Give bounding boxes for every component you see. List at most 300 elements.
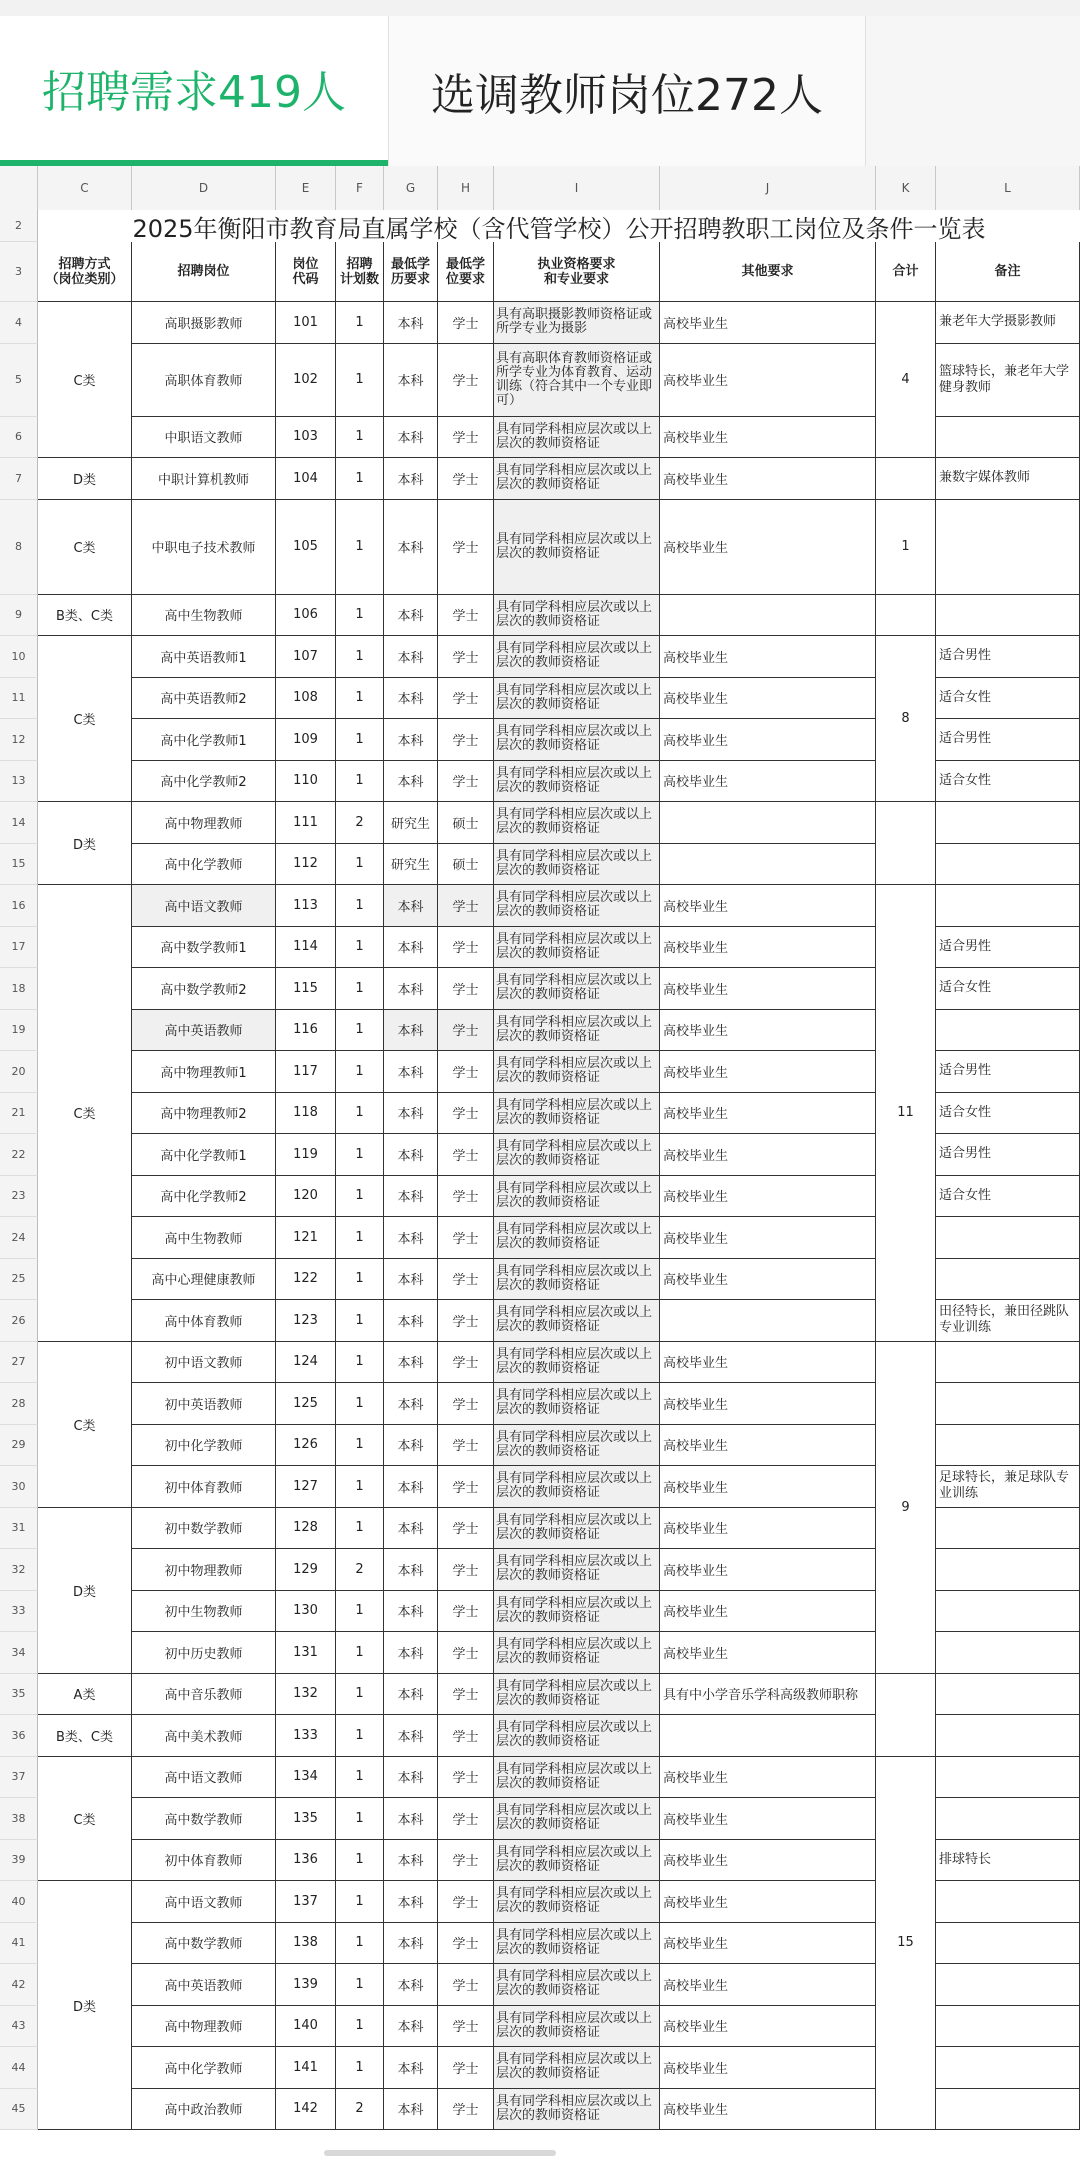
other-requirement-cell[interactable]: 高校毕业生 (660, 1217, 876, 1259)
other-requirement-cell[interactable]: 高校毕业生 (660, 417, 876, 459)
recruit-type-cell[interactable]: C类 (38, 1342, 132, 1508)
post-name-cell[interactable]: 高职体育教师 (132, 344, 276, 417)
plan-count-cell[interactable]: 1 (336, 1176, 384, 1218)
remark-cell[interactable] (936, 802, 1080, 844)
other-requirement-cell[interactable]: 高校毕业生 (660, 1757, 876, 1799)
row-number[interactable]: 42 (0, 1964, 38, 2006)
recruit-type-cell[interactable]: D类 (38, 1881, 132, 2130)
post-name-cell[interactable]: 高中英语教师 (132, 1964, 276, 2006)
other-requirement-cell[interactable]: 高校毕业生 (660, 927, 876, 969)
other-requirement-cell[interactable]: 高校毕业生 (660, 2047, 876, 2089)
degree-cell[interactable]: 学士 (438, 1466, 494, 1508)
education-cell[interactable]: 本科 (384, 1010, 438, 1052)
qualification-cell[interactable]: 具有同学科相应层次或以上层次的教师资格证 (494, 2006, 660, 2048)
post-name-cell[interactable]: 高中化学教师1 (132, 719, 276, 761)
row-number[interactable]: 12 (0, 719, 38, 761)
other-requirement-cell[interactable] (660, 1300, 876, 1342)
remark-cell[interactable] (936, 1342, 1080, 1384)
degree-cell[interactable]: 学士 (438, 1964, 494, 2006)
other-requirement-cell[interactable]: 高校毕业生 (660, 2006, 876, 2048)
total-cell[interactable]: 15 (876, 1757, 936, 2131)
total-cell[interactable] (876, 458, 936, 500)
education-cell[interactable]: 本科 (384, 927, 438, 969)
remark-cell[interactable] (936, 1508, 1080, 1550)
remark-cell[interactable] (936, 2089, 1080, 2131)
scroll-indicator[interactable] (324, 2150, 556, 2156)
post-name-cell[interactable]: 高中英语教师2 (132, 678, 276, 720)
row-number[interactable]: 24 (0, 1217, 38, 1259)
post-name-cell[interactable]: 高中英语教师 (132, 1010, 276, 1052)
plan-count-cell[interactable]: 1 (336, 1923, 384, 1965)
row-number[interactable]: 14 (0, 802, 38, 844)
post-code-cell[interactable]: 120 (276, 1176, 336, 1218)
total-cell[interactable] (876, 595, 936, 637)
education-cell[interactable]: 本科 (384, 1632, 438, 1674)
remark-cell[interactable] (936, 500, 1080, 595)
post-code-cell[interactable]: 107 (276, 636, 336, 678)
plan-count-cell[interactable]: 1 (336, 1342, 384, 1384)
post-code-cell[interactable]: 138 (276, 1923, 336, 1965)
qualification-cell[interactable]: 具有同学科相应层次或以上层次的教师资格证 (494, 1964, 660, 2006)
post-name-cell[interactable]: 高中物理教师 (132, 802, 276, 844)
plan-count-cell[interactable]: 1 (336, 1300, 384, 1342)
qualification-cell[interactable]: 具有同学科相应层次或以上层次的教师资格证 (494, 927, 660, 969)
row-number[interactable]: 16 (0, 885, 38, 927)
plan-count-cell[interactable]: 1 (336, 678, 384, 720)
qualification-cell[interactable]: 具有同学科相应层次或以上层次的教师资格证 (494, 1715, 660, 1757)
degree-cell[interactable]: 学士 (438, 1383, 494, 1425)
degree-cell[interactable]: 硕士 (438, 844, 494, 886)
post-code-cell[interactable]: 111 (276, 802, 336, 844)
row-number[interactable]: 11 (0, 678, 38, 720)
post-name-cell[interactable]: 高中化学教师2 (132, 1176, 276, 1218)
remark-cell[interactable]: 适合男性 (936, 1051, 1080, 1093)
plan-count-cell[interactable]: 1 (336, 1508, 384, 1550)
degree-cell[interactable]: 学士 (438, 1176, 494, 1218)
row-number[interactable]: 13 (0, 761, 38, 803)
other-requirement-cell[interactable]: 高校毕业生 (660, 678, 876, 720)
column-letter-l[interactable]: L (936, 166, 1080, 210)
row-number[interactable]: 45 (0, 2089, 38, 2131)
other-requirement-cell[interactable]: 高校毕业生 (660, 1549, 876, 1591)
degree-cell[interactable]: 学士 (438, 968, 494, 1010)
degree-cell[interactable]: 学士 (438, 1757, 494, 1799)
post-code-cell[interactable]: 121 (276, 1217, 336, 1259)
plan-count-cell[interactable]: 2 (336, 802, 384, 844)
remark-cell[interactable]: 排球特长 (936, 1840, 1080, 1882)
remark-cell[interactable] (936, 1881, 1080, 1923)
row-number[interactable]: 33 (0, 1591, 38, 1633)
degree-cell[interactable]: 学士 (438, 1217, 494, 1259)
qualification-cell[interactable]: 具有同学科相应层次或以上层次的教师资格证 (494, 458, 660, 500)
column-letter-i[interactable]: I (494, 166, 660, 210)
post-code-cell[interactable]: 112 (276, 844, 336, 886)
degree-cell[interactable]: 学士 (438, 344, 494, 417)
row-number[interactable]: 28 (0, 1383, 38, 1425)
education-cell[interactable]: 本科 (384, 1798, 438, 1840)
post-code-cell[interactable]: 109 (276, 719, 336, 761)
remark-cell[interactable]: 篮球特长，兼老年大学健身教师 (936, 344, 1080, 417)
remark-cell[interactable]: 适合女性 (936, 968, 1080, 1010)
row-number[interactable]: 38 (0, 1798, 38, 1840)
post-name-cell[interactable]: 高中生物教师 (132, 1217, 276, 1259)
row-number[interactable]: 30 (0, 1466, 38, 1508)
other-requirement-cell[interactable]: 高校毕业生 (660, 1342, 876, 1384)
recruit-type-cell[interactable]: D类 (38, 1508, 132, 1674)
post-name-cell[interactable]: 初中历史教师 (132, 1632, 276, 1674)
row-number[interactable]: 31 (0, 1508, 38, 1550)
degree-cell[interactable]: 学士 (438, 678, 494, 720)
other-requirement-cell[interactable]: 高校毕业生 (660, 1425, 876, 1467)
plan-count-cell[interactable]: 1 (336, 1383, 384, 1425)
plan-count-cell[interactable]: 1 (336, 1632, 384, 1674)
remark-cell[interactable] (936, 1259, 1080, 1301)
plan-count-cell[interactable]: 1 (336, 2006, 384, 2048)
total-cell[interactable]: 1 (876, 500, 936, 595)
education-cell[interactable]: 本科 (384, 344, 438, 417)
degree-cell[interactable]: 硕士 (438, 802, 494, 844)
education-cell[interactable]: 本科 (384, 1217, 438, 1259)
column-letter-j[interactable]: J (660, 166, 876, 210)
other-requirement-cell[interactable]: 高校毕业生 (660, 1798, 876, 1840)
remark-cell[interactable]: 适合男性 (936, 927, 1080, 969)
qualification-cell[interactable]: 具有同学科相应层次或以上层次的教师资格证 (494, 678, 660, 720)
qualification-cell[interactable]: 具有同学科相应层次或以上层次的教师资格证 (494, 636, 660, 678)
degree-cell[interactable]: 学士 (438, 1674, 494, 1716)
row-number[interactable]: 23 (0, 1176, 38, 1218)
education-cell[interactable]: 研究生 (384, 844, 438, 886)
post-name-cell[interactable]: 高中化学教师1 (132, 1134, 276, 1176)
remark-cell[interactable] (936, 2006, 1080, 2048)
qualification-cell[interactable]: 具有同学科相应层次或以上层次的教师资格证 (494, 1425, 660, 1467)
row-number[interactable]: 34 (0, 1632, 38, 1674)
degree-cell[interactable]: 学士 (438, 1342, 494, 1384)
recruit-type-cell[interactable]: C类 (38, 500, 132, 595)
education-cell[interactable]: 本科 (384, 678, 438, 720)
plan-count-cell[interactable]: 1 (336, 458, 384, 500)
post-name-cell[interactable]: 高中化学教师2 (132, 761, 276, 803)
row-number[interactable]: 17 (0, 927, 38, 969)
recruit-type-cell[interactable]: D类 (38, 802, 132, 885)
post-name-cell[interactable]: 高中物理教师 (132, 2006, 276, 2048)
plan-count-cell[interactable]: 1 (336, 595, 384, 637)
education-cell[interactable]: 本科 (384, 1715, 438, 1757)
post-code-cell[interactable]: 103 (276, 417, 336, 459)
education-cell[interactable]: 本科 (384, 761, 438, 803)
other-requirement-cell[interactable] (660, 1715, 876, 1757)
degree-cell[interactable]: 学士 (438, 1134, 494, 1176)
education-cell[interactable]: 本科 (384, 1134, 438, 1176)
plan-count-cell[interactable]: 1 (336, 2047, 384, 2089)
row-number[interactable]: 32 (0, 1549, 38, 1591)
remark-cell[interactable]: 适合女性 (936, 678, 1080, 720)
total-cell[interactable] (876, 802, 936, 885)
total-cell[interactable]: 9 (876, 1342, 936, 1674)
remark-cell[interactable]: 适合男性 (936, 719, 1080, 761)
post-code-cell[interactable]: 125 (276, 1383, 336, 1425)
remark-cell[interactable]: 适合男性 (936, 636, 1080, 678)
degree-cell[interactable]: 学士 (438, 1923, 494, 1965)
qualification-cell[interactable]: 具有同学科相应层次或以上层次的教师资格证 (494, 417, 660, 459)
row-number[interactable]: 5 (0, 344, 38, 417)
post-name-cell[interactable]: 高中政治教师 (132, 2089, 276, 2131)
post-code-cell[interactable]: 130 (276, 1591, 336, 1633)
plan-count-cell[interactable]: 1 (336, 761, 384, 803)
degree-cell[interactable]: 学士 (438, 1591, 494, 1633)
other-requirement-cell[interactable]: 高校毕业生 (660, 1383, 876, 1425)
education-cell[interactable]: 本科 (384, 1964, 438, 2006)
other-requirement-cell[interactable]: 高校毕业生 (660, 636, 876, 678)
post-code-cell[interactable]: 116 (276, 1010, 336, 1052)
plan-count-cell[interactable]: 1 (336, 927, 384, 969)
education-cell[interactable]: 本科 (384, 636, 438, 678)
plan-count-cell[interactable]: 1 (336, 417, 384, 459)
qualification-cell[interactable]: 具有同学科相应层次或以上层次的教师资格证 (494, 1134, 660, 1176)
other-requirement-cell[interactable]: 高校毕业生 (660, 1840, 876, 1882)
recruit-type-cell[interactable]: B类、C类 (38, 1715, 132, 1757)
post-code-cell[interactable]: 108 (276, 678, 336, 720)
other-requirement-cell[interactable] (660, 844, 876, 886)
education-cell[interactable]: 本科 (384, 1259, 438, 1301)
remark-cell[interactable]: 适合女性 (936, 1093, 1080, 1135)
degree-cell[interactable]: 学士 (438, 302, 494, 344)
education-cell[interactable]: 本科 (384, 885, 438, 927)
column-letter-h[interactable]: H (438, 166, 494, 210)
column-letter-f[interactable]: F (336, 166, 384, 210)
plan-count-cell[interactable]: 1 (336, 302, 384, 344)
other-requirement-cell[interactable]: 高校毕业生 (660, 2089, 876, 2131)
row-number[interactable]: 25 (0, 1259, 38, 1301)
education-cell[interactable]: 本科 (384, 1757, 438, 1799)
qualification-cell[interactable]: 具有同学科相应层次或以上层次的教师资格证 (494, 1176, 660, 1218)
post-name-cell[interactable]: 高中音乐教师 (132, 1674, 276, 1716)
total-cell[interactable]: 4 (876, 302, 936, 458)
row-number[interactable]: 2 (0, 210, 38, 242)
remark-cell[interactable] (936, 1549, 1080, 1591)
post-code-cell[interactable]: 123 (276, 1300, 336, 1342)
row-number[interactable]: 43 (0, 2006, 38, 2048)
post-name-cell[interactable]: 初中化学教师 (132, 1425, 276, 1467)
row-number[interactable]: 36 (0, 1715, 38, 1757)
row-number[interactable]: 3 (0, 242, 38, 302)
post-code-cell[interactable]: 137 (276, 1881, 336, 1923)
post-code-cell[interactable]: 131 (276, 1632, 336, 1674)
other-requirement-cell[interactable]: 高校毕业生 (660, 302, 876, 344)
education-cell[interactable]: 本科 (384, 1342, 438, 1384)
degree-cell[interactable]: 学士 (438, 1093, 494, 1135)
post-name-cell[interactable]: 高中物理教师1 (132, 1051, 276, 1093)
education-cell[interactable]: 本科 (384, 417, 438, 459)
post-name-cell[interactable]: 初中体育教师 (132, 1466, 276, 1508)
row-number[interactable]: 18 (0, 968, 38, 1010)
post-code-cell[interactable]: 141 (276, 2047, 336, 2089)
post-code-cell[interactable]: 133 (276, 1715, 336, 1757)
education-cell[interactable]: 本科 (384, 1093, 438, 1135)
qualification-cell[interactable]: 具有同学科相应层次或以上层次的教师资格证 (494, 1383, 660, 1425)
plan-count-cell[interactable]: 1 (336, 968, 384, 1010)
other-requirement-cell[interactable]: 高校毕业生 (660, 1176, 876, 1218)
remark-cell[interactable] (936, 844, 1080, 886)
post-name-cell[interactable]: 高中数学教师1 (132, 927, 276, 969)
degree-cell[interactable]: 学士 (438, 2047, 494, 2089)
qualification-cell[interactable]: 具有同学科相应层次或以上层次的教师资格证 (494, 1923, 660, 1965)
degree-cell[interactable]: 学士 (438, 458, 494, 500)
post-name-cell[interactable]: 高中美术教师 (132, 1715, 276, 1757)
post-code-cell[interactable]: 134 (276, 1757, 336, 1799)
post-code-cell[interactable]: 126 (276, 1425, 336, 1467)
plan-count-cell[interactable]: 1 (336, 1881, 384, 1923)
qualification-cell[interactable]: 具有同学科相应层次或以上层次的教师资格证 (494, 719, 660, 761)
qualification-cell[interactable]: 具有同学科相应层次或以上层次的教师资格证 (494, 1342, 660, 1384)
qualification-cell[interactable]: 具有同学科相应层次或以上层次的教师资格证 (494, 1300, 660, 1342)
post-name-cell[interactable]: 高中数学教师2 (132, 968, 276, 1010)
qualification-cell[interactable]: 具有同学科相应层次或以上层次的教师资格证 (494, 844, 660, 886)
post-code-cell[interactable]: 139 (276, 1964, 336, 2006)
post-code-cell[interactable]: 113 (276, 885, 336, 927)
education-cell[interactable]: 本科 (384, 1383, 438, 1425)
post-name-cell[interactable]: 初中数学教师 (132, 1508, 276, 1550)
degree-cell[interactable]: 学士 (438, 1798, 494, 1840)
other-requirement-cell[interactable]: 高校毕业生 (660, 1093, 876, 1135)
plan-count-cell[interactable]: 1 (336, 1051, 384, 1093)
plan-count-cell[interactable]: 1 (336, 1964, 384, 2006)
post-name-cell[interactable]: 高中体育教师 (132, 1300, 276, 1342)
column-letter-g[interactable]: G (384, 166, 438, 210)
degree-cell[interactable]: 学士 (438, 636, 494, 678)
qualification-cell[interactable]: 具有同学科相应层次或以上层次的教师资格证 (494, 761, 660, 803)
post-name-cell[interactable]: 高中数学教师 (132, 1923, 276, 1965)
post-name-cell[interactable]: 初中生物教师 (132, 1591, 276, 1633)
qualification-cell[interactable]: 具有同学科相应层次或以上层次的教师资格证 (494, 1259, 660, 1301)
recruit-type-cell[interactable]: C类 (38, 1757, 132, 1882)
education-cell[interactable]: 本科 (384, 1466, 438, 1508)
column-letter-d[interactable]: D (132, 166, 276, 210)
row-number[interactable]: 15 (0, 844, 38, 886)
row-number[interactable]: 27 (0, 1342, 38, 1384)
remark-cell[interactable] (936, 2047, 1080, 2089)
degree-cell[interactable]: 学士 (438, 1425, 494, 1467)
remark-cell[interactable]: 兼数字媒体教师 (936, 458, 1080, 500)
qualification-cell[interactable]: 具有同学科相应层次或以上层次的教师资格证 (494, 1217, 660, 1259)
qualification-cell[interactable]: 具有同学科相应层次或以上层次的教师资格证 (494, 1840, 660, 1882)
total-cell[interactable] (876, 1674, 936, 1757)
post-name-cell[interactable]: 初中英语教师 (132, 1383, 276, 1425)
plan-count-cell[interactable]: 1 (336, 885, 384, 927)
row-number[interactable]: 29 (0, 1425, 38, 1467)
plan-count-cell[interactable]: 1 (336, 844, 384, 886)
remark-cell[interactable] (936, 1757, 1080, 1799)
plan-count-cell[interactable]: 1 (336, 500, 384, 595)
qualification-cell[interactable]: 具有同学科相应层次或以上层次的教师资格证 (494, 1093, 660, 1135)
row-number[interactable]: 39 (0, 1840, 38, 1882)
education-cell[interactable]: 本科 (384, 2047, 438, 2089)
education-cell[interactable]: 本科 (384, 1508, 438, 1550)
plan-count-cell[interactable]: 2 (336, 1549, 384, 1591)
tab-transfer-teacher-posts[interactable]: 选调教师岗位272人 (388, 16, 866, 166)
column-letter-k[interactable]: K (876, 166, 936, 210)
plan-count-cell[interactable]: 1 (336, 1466, 384, 1508)
education-cell[interactable]: 本科 (384, 1674, 438, 1716)
other-requirement-cell[interactable]: 高校毕业生 (660, 761, 876, 803)
tab-recruitment-demand[interactable]: 招聘需求419人 (0, 16, 388, 166)
qualification-cell[interactable]: 具有同学科相应层次或以上层次的教师资格证 (494, 1632, 660, 1674)
degree-cell[interactable]: 学士 (438, 1881, 494, 1923)
row-number[interactable]: 26 (0, 1300, 38, 1342)
post-code-cell[interactable]: 124 (276, 1342, 336, 1384)
degree-cell[interactable]: 学士 (438, 1300, 494, 1342)
other-requirement-cell[interactable]: 高校毕业生 (660, 1964, 876, 2006)
education-cell[interactable]: 本科 (384, 2006, 438, 2048)
qualification-cell[interactable]: 具有同学科相应层次或以上层次的教师资格证 (494, 1010, 660, 1052)
degree-cell[interactable]: 学士 (438, 1715, 494, 1757)
other-requirement-cell[interactable] (660, 595, 876, 637)
row-number[interactable]: 19 (0, 1010, 38, 1052)
plan-count-cell[interactable]: 1 (336, 719, 384, 761)
qualification-cell[interactable]: 具有同学科相应层次或以上层次的教师资格证 (494, 1508, 660, 1550)
degree-cell[interactable]: 学士 (438, 500, 494, 595)
post-name-cell[interactable]: 高职摄影教师 (132, 302, 276, 344)
remark-cell[interactable] (936, 1715, 1080, 1757)
education-cell[interactable]: 本科 (384, 1425, 438, 1467)
row-number[interactable]: 6 (0, 417, 38, 459)
post-name-cell[interactable]: 中职计算机教师 (132, 458, 276, 500)
remark-cell[interactable] (936, 1425, 1080, 1467)
qualification-cell[interactable]: 具有同学科相应层次或以上层次的教师资格证 (494, 885, 660, 927)
qualification-cell[interactable]: 具有同学科相应层次或以上层次的教师资格证 (494, 968, 660, 1010)
qualification-cell[interactable]: 具有同学科相应层次或以上层次的教师资格证 (494, 1881, 660, 1923)
other-requirement-cell[interactable]: 高校毕业生 (660, 1466, 876, 1508)
post-code-cell[interactable]: 127 (276, 1466, 336, 1508)
degree-cell[interactable]: 学士 (438, 1508, 494, 1550)
post-name-cell[interactable]: 高中心理健康教师 (132, 1259, 276, 1301)
post-code-cell[interactable]: 118 (276, 1093, 336, 1135)
remark-cell[interactable]: 适合女性 (936, 1176, 1080, 1218)
row-number[interactable]: 40 (0, 1881, 38, 1923)
qualification-cell[interactable]: 具有同学科相应层次或以上层次的教师资格证 (494, 500, 660, 595)
row-number[interactable]: 22 (0, 1134, 38, 1176)
post-name-cell[interactable]: 高中语文教师 (132, 1881, 276, 1923)
education-cell[interactable]: 本科 (384, 968, 438, 1010)
other-requirement-cell[interactable]: 高校毕业生 (660, 1923, 876, 1965)
remark-cell[interactable] (936, 1674, 1080, 1716)
plan-count-cell[interactable]: 1 (336, 1425, 384, 1467)
other-requirement-cell[interactable]: 高校毕业生 (660, 1508, 876, 1550)
plan-count-cell[interactable]: 1 (336, 1259, 384, 1301)
qualification-cell[interactable]: 具有同学科相应层次或以上层次的教师资格证 (494, 2089, 660, 2131)
degree-cell[interactable]: 学士 (438, 927, 494, 969)
post-name-cell[interactable]: 高中数学教师 (132, 1798, 276, 1840)
post-name-cell[interactable]: 高中化学教师 (132, 844, 276, 886)
remark-cell[interactable] (936, 1010, 1080, 1052)
plan-count-cell[interactable]: 1 (336, 1674, 384, 1716)
remark-cell[interactable] (936, 1217, 1080, 1259)
other-requirement-cell[interactable]: 高校毕业生 (660, 1259, 876, 1301)
education-cell[interactable]: 本科 (384, 595, 438, 637)
other-requirement-cell[interactable]: 高校毕业生 (660, 458, 876, 500)
remark-cell[interactable]: 适合女性 (936, 761, 1080, 803)
degree-cell[interactable]: 学士 (438, 1010, 494, 1052)
qualification-cell[interactable]: 具有同学科相应层次或以上层次的教师资格证 (494, 802, 660, 844)
remark-cell[interactable] (936, 1964, 1080, 2006)
other-requirement-cell[interactable]: 高校毕业生 (660, 1051, 876, 1093)
education-cell[interactable]: 本科 (384, 1591, 438, 1633)
plan-count-cell[interactable]: 1 (336, 1217, 384, 1259)
post-code-cell[interactable]: 122 (276, 1259, 336, 1301)
recruit-type-cell[interactable]: C类 (38, 302, 132, 458)
post-name-cell[interactable]: 高中语文教师 (132, 885, 276, 927)
post-name-cell[interactable]: 初中体育教师 (132, 1840, 276, 1882)
post-code-cell[interactable]: 106 (276, 595, 336, 637)
